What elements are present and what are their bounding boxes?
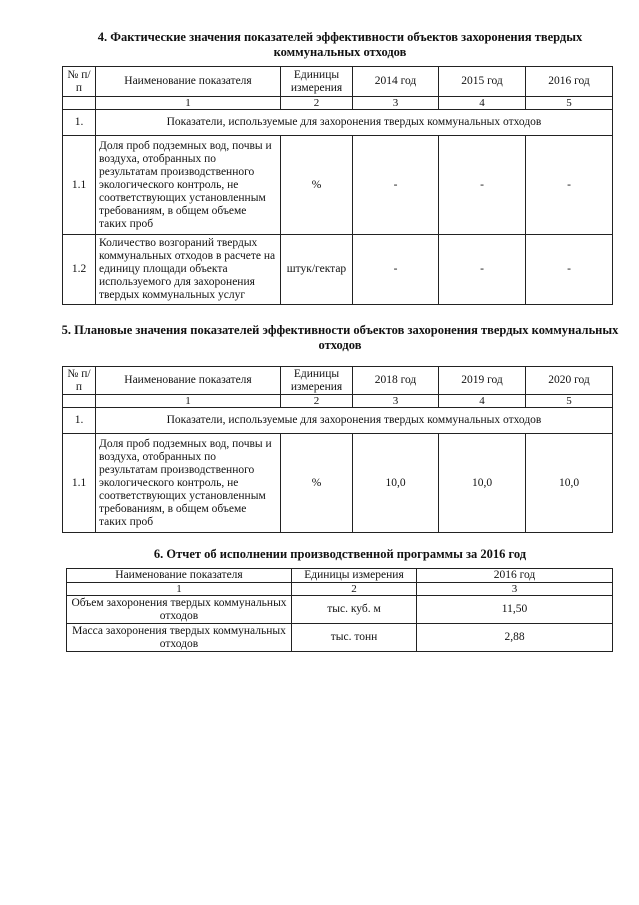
value-cell: 11,50	[417, 596, 613, 624]
indicator-name: Доля проб подземных вод, почвы и воздуха, отобранных по результатам производственного экологического контроль, не соответствующих установленным требованиям, в общем объеме таких проб	[96, 136, 281, 235]
value-cell: 10,0	[439, 434, 526, 533]
header-cell: 2014 год	[353, 67, 439, 97]
header-cell: № п/п	[63, 367, 96, 395]
group-number: 1.	[63, 408, 96, 434]
unit-cell: тыс. тонн	[292, 624, 417, 652]
group-label: Показатели, используемые для захоронения твердых коммунальных отходов	[96, 110, 613, 136]
indicator-name: Объем захоронения твердых коммунальных отходов	[67, 596, 292, 624]
value-cell: -	[439, 136, 526, 235]
column-number: 1	[96, 97, 281, 110]
column-number-row	[67, 583, 613, 596]
table-row	[67, 624, 613, 652]
empty-cell	[63, 395, 96, 408]
header-cell: 2019 год	[439, 367, 526, 395]
header-cell: 2015 год	[439, 67, 526, 97]
header-cell: Единицы измерения	[281, 367, 353, 395]
header-cell: 2018 год	[353, 367, 439, 395]
header-cell: 2016 год	[526, 67, 613, 97]
value-cell: -	[526, 136, 613, 235]
indicator-name: Количество возгораний твердых коммунальных отходов в расчете на единицу площади объекта используемого для захоронения твердых коммунальных услуг	[96, 235, 281, 305]
row-number: 1.1	[63, 434, 96, 533]
section4-title: 4. Фактические значения показателей эффективности объектов захоронения твердых коммунальных отходов	[97, 30, 583, 59]
unit-cell: штук/гектар	[281, 235, 353, 305]
value-cell: -	[353, 235, 439, 305]
header-row	[63, 67, 613, 97]
value-cell: 10,0	[353, 434, 439, 533]
header-row	[63, 367, 613, 395]
column-number: 1	[67, 583, 292, 596]
section5-title: 5. Плановые значения показателей эффективности объектов захоронения твердых коммунальных отходов	[61, 323, 619, 352]
table-row	[63, 235, 613, 305]
column-number: 3	[353, 395, 439, 408]
header-cell: № п/п	[63, 67, 96, 97]
column-number: 2	[292, 583, 417, 596]
column-number: 4	[439, 97, 526, 110]
indicator-name: Масса захоронения твердых коммунальных отходов	[67, 624, 292, 652]
column-number: 3	[353, 97, 439, 110]
section4-table	[62, 66, 613, 305]
group-number: 1.	[63, 110, 96, 136]
table-row	[67, 596, 613, 624]
group-row	[63, 408, 613, 434]
empty-cell	[63, 97, 96, 110]
unit-cell: %	[281, 434, 353, 533]
header-cell: Единицы измерения	[281, 67, 353, 97]
column-number: 2	[281, 395, 353, 408]
value-cell: -	[353, 136, 439, 235]
section6-table	[66, 568, 613, 652]
table-row	[63, 136, 613, 235]
table-row	[63, 434, 613, 533]
column-number: 1	[96, 395, 281, 408]
header-row	[67, 569, 613, 583]
section6-title: 6. Отчет об исполнении производственной программы за 2016 год	[153, 547, 527, 561]
unit-cell: тыс. куб. м	[292, 596, 417, 624]
value-cell: 10,0	[526, 434, 613, 533]
column-number: 5	[526, 395, 613, 408]
section5-table	[62, 366, 613, 533]
column-number: 5	[526, 97, 613, 110]
header-cell: Единицы измерения	[292, 569, 417, 583]
column-number: 2	[281, 97, 353, 110]
header-cell: 2020 год	[526, 367, 613, 395]
column-number: 4	[439, 395, 526, 408]
header-cell: Наименование показателя	[96, 367, 281, 395]
header-cell: 2016 год	[417, 569, 613, 583]
column-number-row	[63, 97, 613, 110]
value-cell: -	[439, 235, 526, 305]
header-cell: Наименование показателя	[67, 569, 292, 583]
column-number-row	[63, 395, 613, 408]
value-cell: -	[526, 235, 613, 305]
indicator-name: Доля проб подземных вод, почвы и воздуха, отобранных по результатам производственного экологического контроль, не соответствующих установленным требованиям, в общем объеме таких проб	[96, 434, 281, 533]
row-number: 1.1	[63, 136, 96, 235]
column-number: 3	[417, 583, 613, 596]
value-cell: 2,88	[417, 624, 613, 652]
header-cell: Наименование показателя	[96, 67, 281, 97]
unit-cell: %	[281, 136, 353, 235]
row-number: 1.2	[63, 235, 96, 305]
group-label: Показатели, используемые для захоронения твердых коммунальных отходов	[96, 408, 613, 434]
group-row	[63, 110, 613, 136]
